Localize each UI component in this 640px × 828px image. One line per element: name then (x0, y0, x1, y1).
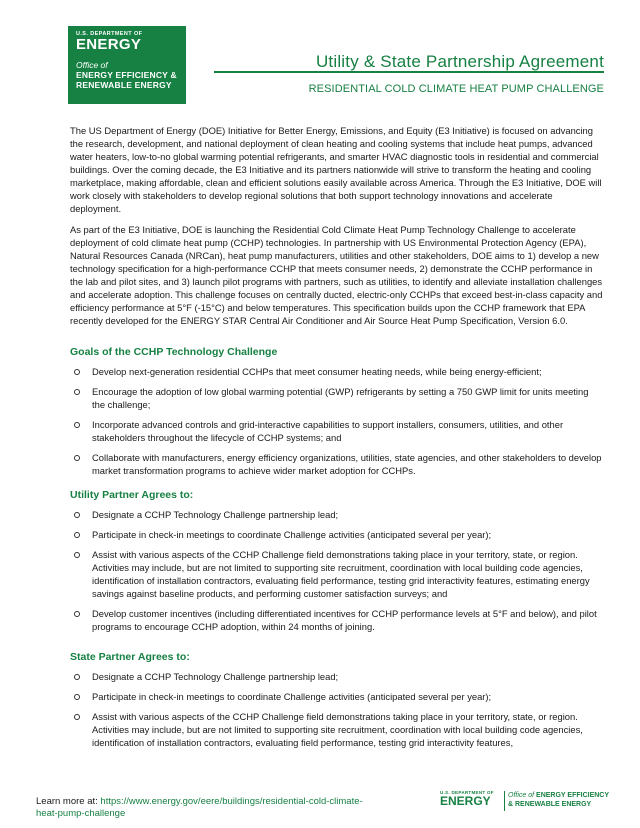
list-item: Collaborate with manufacturers, energy efficiency organizations, utilities, state agencies, and other stakeholders to develop market transformation programs to achieve wider market adoption for CCHPs. (70, 451, 604, 477)
list-item: Designate a CCHP Technology Challenge partnership lead; (70, 670, 604, 683)
document-body (70, 124, 604, 756)
footer-logo-office: Office of (508, 792, 535, 799)
list-item: Develop customer incentives (including differentiated incentives for CCHP performance levels at 5°F and below), and pilot programs to encourage CCHP adoption, within 24 months of joining. (70, 607, 604, 633)
intro-paragraph-1: The US Department of Energy (DOE) Initiative for Better Energy, Emissions, and Equity (E3 Initiative) is focused on advancing the research, development, and national deployment of clean heating and cooling systems that include heat pumps, advanced water heaters, low-to-no global warming potential refrigerants, and smarter HVAC diagnostic tools in residential and commercial buildings. Over the coming decade, the E3 Initiative and its partners nationwide will strive to transform the heating and cooling marketplace, making affordable, clean and efficient solutions easily available across America. Through the E3 Initiative, DOE will work closely with stakeholders to develop regional solutions that both support technology innovations and accelerate deployment. (70, 125, 602, 214)
utility-list (70, 508, 604, 633)
logo-line-1: ENERGY EFFICIENCY & (76, 70, 177, 80)
state-heading: State Partner Agrees to: (70, 651, 190, 663)
list-item: Develop next-generation residential CCHPs that meet consumer heating needs, while being energy-efficient; (70, 365, 604, 378)
logo-office: Office of (76, 60, 108, 70)
list-item: Assist with various aspects of the CCHP Challenge field demonstrations taking place in your territory, state, or region. Activities may include, but are not limited to supporting site recruitment, coordination with local building code agencies, identification of installation contractors, evaluating field performance, testing grid interactivity features, estimating energy savings against baseline products, and performing customer satisfaction surveys; and (70, 548, 604, 600)
footer-logo-re: & RENEWABLE ENERGY (508, 801, 592, 808)
footer-learn-label: Learn more at: (36, 796, 101, 807)
state-list (70, 670, 604, 749)
doe-eere-logo (68, 26, 186, 104)
logo-line-2: RENEWABLE ENERGY (76, 80, 172, 90)
header-divider (214, 71, 604, 73)
page-subtitle: RESIDENTIAL COLD CLIMATE HEAT PUMP CHALLENGE (308, 83, 604, 95)
page-title: Utility & State Partnership Agreement (315, 52, 604, 71)
footer-logo-department: U.S. DEPARTMENT OF (440, 790, 494, 795)
goals-heading: Goals of the CCHP Technology Challenge (70, 346, 278, 358)
footer-link[interactable]: https://www.energy.gov/eere/buildings/residential-cold-climate-heat-pump-challenge (36, 796, 363, 819)
intro-paragraph-2: As part of the E3 Initiative, DOE is launching the Residential Cold Climate Heat Pump Technology Challenge to accelerate deployment of cold climate heat pump (CCHP) technologies. In partnership with US Environmental Protection Agency (EPA), Natural Resources Canada (NRCan), heat pump manufacturers, utilities and other stakeholders, DOE aims to 1) develop a new technology specification for a high-performance CCHP that meets consumer needs, 2) demonstrate the CCHP performance in the lab and pilot sites, and 3) launch pilot programs with partners, such as utilities, to identify and alleviate installation challenges and accelerate adoption. This challenge focuses on centrally ducted, electric-only CCHPs that exceed best-in-class capacity and efficiency performance at 5°F (-15°C) and below temperatures. This specification builds upon the CCHP framework that EPA recently developed for the ENERGY STAR Central Air Conditioner and Air Source Heat Pump Specification, Version 6.0. (70, 224, 603, 326)
list-item: Participate in check-in meetings to coordinate Challenge activities (anticipated several per year); (70, 690, 604, 703)
list-item: Assist with various aspects of the CCHP Challenge field demonstrations taking place in your territory, state, or region. Activities may include, but are not limited to supporting site recruitment, coordination with local building code agencies, identification of installation contractors, evaluating field performance, testing grid interactivity features, (70, 710, 604, 749)
goals-list (70, 365, 604, 477)
footer-logo-ee: ENERGY EFFICIENCY (536, 792, 610, 799)
footer-logo-energy: ENERGY (440, 794, 491, 808)
footer-learn-more (36, 796, 376, 820)
list-item: Participate in check-in meetings to coordinate Challenge activities (anticipated several per year); (70, 528, 604, 541)
logo-department: U.S. DEPARTMENT OF (76, 31, 143, 37)
footer-logo (440, 790, 610, 812)
list-item: Incorporate advanced controls and grid-interactive capabilities to support installers, consumers, utilities, and other stakeholders throughout the lifecycle of CCHP systems; and (70, 418, 604, 444)
utility-heading: Utility Partner Agrees to: (70, 489, 194, 501)
logo-energy: ENERGY (76, 36, 142, 53)
list-item: Encourage the adoption of low global warming potential (GWP) refrigerants by setting a 750 GWP limit for units meeting the challenge; (70, 385, 604, 411)
footer-logo-divider (504, 791, 505, 811)
list-item: Designate a CCHP Technology Challenge partnership lead; (70, 508, 604, 521)
